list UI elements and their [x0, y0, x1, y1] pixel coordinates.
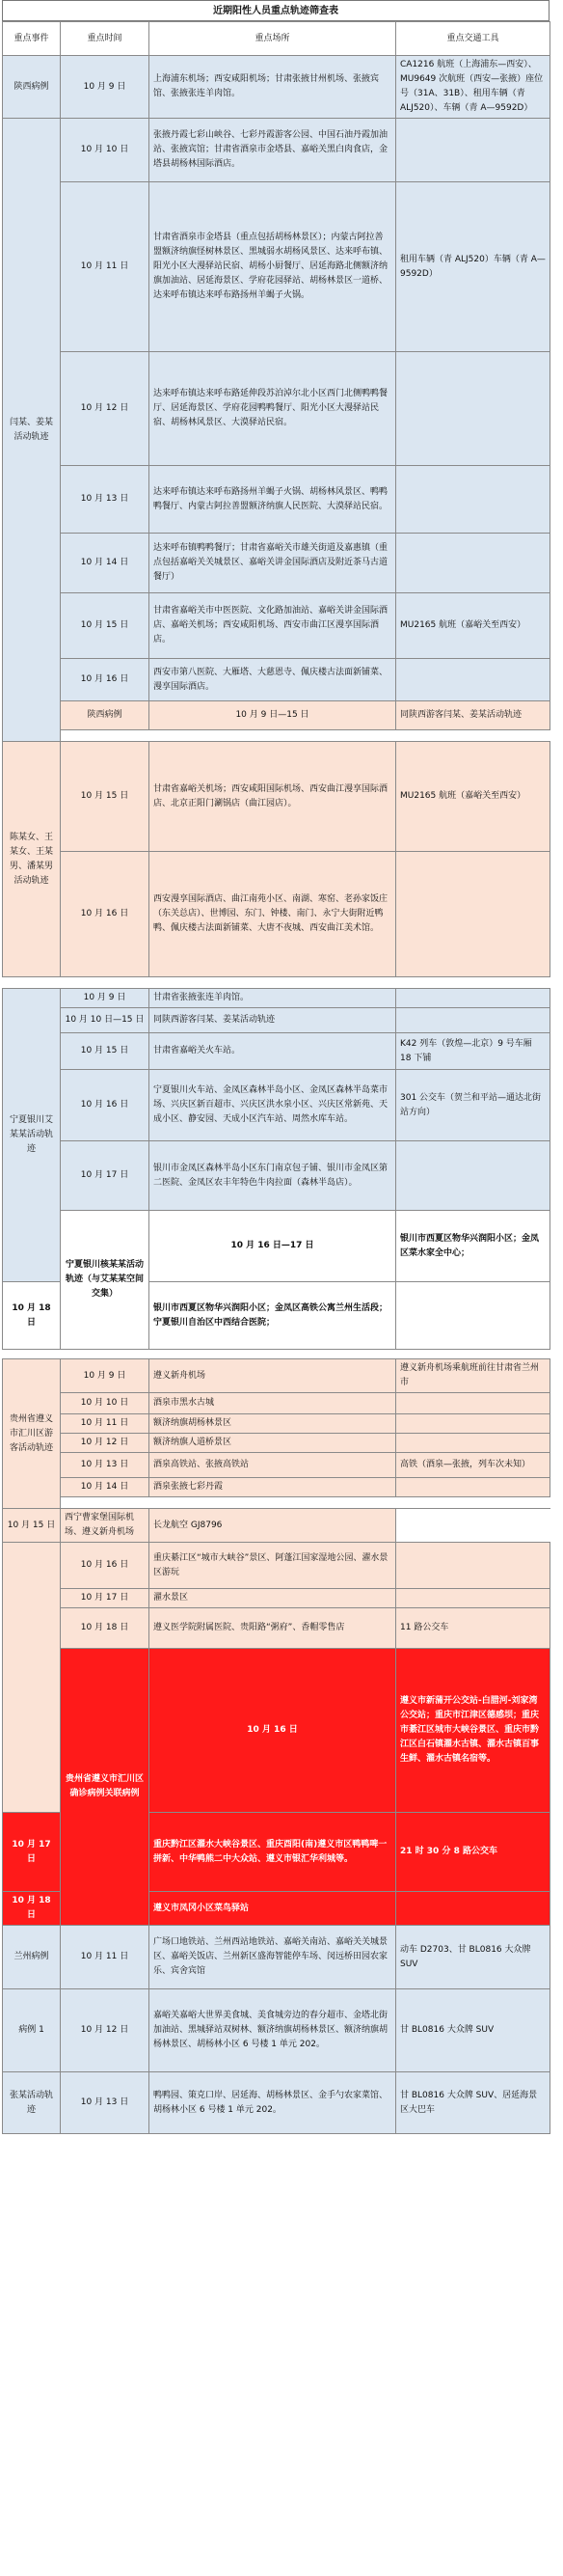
time-cell: 10 月 10 日 [61, 119, 149, 182]
event-cell: 张某活动轨迹 [3, 2072, 61, 2134]
place-cell: 达来呼布镇达来呼布路延伸段苏泊淖尔北小区西门北侧鸭鸭餐厅、居延海景区、学府花园鸭鸭餐厅、阳光小区大漫驿站民宿、胡杨林风景区、大漠驿站民宿。 [149, 352, 396, 466]
time-cell: 10 月 14 日 [61, 1478, 149, 1497]
time-cell: 10 月 13 日 [61, 466, 149, 534]
time-cell: 10 月 13 日 [61, 2072, 149, 2134]
table-row [3, 119, 550, 182]
place-cell: 甘肃省嘉峪关市中医医院、文化路加油站、嘉峪关讲金国际酒店、嘉峪关机场；西安咸阳机场、西安市曲江区漫享国际酒店。 [149, 593, 396, 659]
traffic-cell [396, 352, 550, 466]
place-cell: 遵义医学院附属医院、贵阳路“粥府”、香帽零售店 [149, 1608, 396, 1649]
time-cell: 10 月 16 日—17 日 [149, 1211, 396, 1282]
place-cell: 广场口地铁站、兰州西站地铁站、嘉峪关南站、嘉峪关关城景区、嘉峪关饭店、兰州新区盛海智能停车场、闵远桥田园农家乐、宾舍宾馆 [149, 1926, 396, 1989]
traffic-cell [396, 1589, 550, 1608]
traffic-cell [396, 1141, 550, 1211]
table-row [3, 56, 550, 119]
place-cell: 酒泉高铁站、张掖高铁站 [149, 1453, 396, 1478]
table-row [3, 659, 550, 701]
time-cell: 10 月 17 日 [61, 1589, 149, 1608]
place-cell: 甘肃省酒泉市金塔县（重点包括胡杨林景区）；内蒙古阿拉善盟额济纳旗怪树林景区、黑城弱水胡杨风景区、达来呼布镇、阳光小区大漫驿站民宿、胡杨小厨餐厅、居延海路北侧额济纳旗加油站、居延海景区、学府花园驿站、胡杨林景区一道桥、达来呼布镇达来呼布路扬州羊蝎子火锅。 [149, 182, 396, 352]
traffic-cell: 遵义新舟机场乘航班前往甘肃省兰州市 [396, 1359, 550, 1393]
place-cell: 遵义新舟机场 [149, 1359, 396, 1393]
place-cell: 甘肃省嘉峪关机场；西安咸阳国际机场、西安曲江漫享国际酒店、北京正阳门涮锅店（曲江园店）。 [149, 742, 396, 852]
table-row [3, 1926, 550, 1989]
table-row [3, 534, 550, 593]
traffic-cell: 租用车辆（青 ALJ520）车辆（青 A—9592D） [396, 182, 550, 352]
time-cell: 10 月 12 日 [61, 352, 149, 466]
traffic-cell: MU2165 航班（嘉峪关至西安） [396, 742, 550, 852]
header-place: 重点场所 [149, 22, 396, 56]
time-cell: 10 月 16 日 [61, 659, 149, 701]
time-cell: 10 月 16 日 [149, 1649, 396, 1813]
traffic-cell: 长龙航空 GJ8796 [149, 1509, 396, 1543]
header-row [3, 22, 550, 56]
time-cell: 10 月 9 日 [61, 56, 149, 119]
place-cell: 重庆綦江区“城市大峡谷”景区、阿蓬江国家湿地公园、濯水景区游玩 [149, 1543, 396, 1589]
traffic-cell [396, 1393, 550, 1414]
time-cell: 10 月 9 日—15 日 [149, 701, 396, 730]
time-cell: 10 月 18 日 [61, 1608, 149, 1649]
place-cell: 酒泉市黑水古城 [149, 1393, 396, 1414]
table-title: 近期阳性人员重点轨迹筛查表 [2, 0, 550, 21]
table-row [3, 1497, 550, 1509]
time-cell: 10 月 9 日 [61, 1359, 149, 1393]
traffic-cell: 甘 BL0816 大众牌 SUV、居延海景区大巴车 [396, 2072, 550, 2134]
trajectory-table [2, 21, 563, 2134]
traffic-cell: MU2165 航班（嘉峪关至西安） [396, 593, 550, 659]
event-cell: 宁夏银川核某某活动轨迹（与艾某某空间交集） [61, 1211, 149, 1350]
time-cell: 10 月 16 日 [61, 1543, 149, 1589]
place-cell: 同陕西游客闫某、姜某活动轨迹 [396, 701, 550, 730]
place-cell: 甘肃省张掖张连羊肉馆。 [149, 989, 396, 1008]
time-cell: 10 月 11 日 [61, 1926, 149, 1989]
table-row [3, 1478, 550, 1497]
time-cell: 10 月 17 日 [3, 1813, 61, 1892]
time-cell: 10 月 15 日 [3, 1509, 61, 1543]
table-row [3, 1393, 550, 1414]
header-time: 重点时间 [61, 22, 149, 56]
place-cell: 重庆黔江区濯水大峡谷景区、重庆酉阳(南)遵义市区鸭鸭啤一拼新、中华鸭熊二中大众站、遵义市银汇华利城等。 [149, 1813, 396, 1892]
event-cell: 宁夏银川艾某某活动轨迹 [3, 989, 61, 1282]
row-separator [61, 730, 550, 742]
traffic-cell [396, 852, 550, 977]
place-cell: 鸭鸭园、策克口岸、居延海、胡杨林景区、金手勺农家菜馆、胡杨林小区 6 号楼 1 单元 202。 [149, 2072, 396, 2134]
table-row [3, 989, 550, 1008]
place-cell: 张掖丹霞七彩山峡谷、七彩丹霞游客公园、中国石油丹霞加油站、张掖宾馆；甘肃省酒泉市金塔县、嘉峪关黑白肉食店，金塔县胡杨林国际酒店。 [149, 119, 396, 182]
event-cell: 贵州省遵义市汇川区游客活动轨迹 [3, 1359, 61, 1509]
place-cell: 银川市金凤区森林半岛小区东门南京包子铺、银川市金凤区第二医院、金凤区农丰年特色牛肉拉面（森林半岛店）。 [149, 1141, 396, 1211]
time-cell: 10 月 10 日 [61, 1393, 149, 1414]
table-row [3, 1453, 550, 1478]
place-cell: 宁夏银川火车站、金凤区森林半岛小区、金凤区森林半岛菜市场、兴庆区新百超市、兴庆区洪水泉小区、兴庆区常新苑、天成小区、静安园、天成小区汽车站、周然水库车站。 [149, 1070, 396, 1141]
place-cell: 达来呼布镇鸭鸭餐厅；甘肃省嘉峪关市雄关街道及嘉惠镇（重点包括嘉峪关关城景区、嘉峪关讲金国际酒店及附近茶马古道餐厅） [149, 534, 396, 593]
table-row [3, 466, 550, 534]
place-cell: 额济纳旗人道桥景区 [149, 1434, 396, 1453]
traffic-cell [396, 1282, 550, 1350]
traffic-cell [396, 1434, 550, 1453]
place-cell: 遵义市新蒲开公交站-白腊河-刘家湾公交站；重庆市江津区德感坝；重庆市綦江区城市大峡谷景区、重庆市黔江区白石镇濯水古镇、濯水古镇百事生鲜、濯水古镇名宿等。 [396, 1649, 550, 1813]
table-row [3, 1589, 550, 1608]
time-cell: 10 月 18 日 [3, 1892, 61, 1926]
event-cell: 闫某、姜某活动轨迹 [3, 119, 61, 742]
header-event: 重点事件 [3, 22, 61, 56]
table-row [3, 1509, 550, 1543]
table-row [3, 1359, 550, 1393]
row-separator [3, 1350, 550, 1359]
table-row [3, 701, 550, 730]
traffic-cell [396, 1008, 550, 1033]
traffic-cell: K42 列车（敦煌—北京）9 号车厢 18 下铺 [396, 1033, 550, 1070]
table-row [3, 1414, 550, 1434]
event-cell: 陕西病例 [61, 701, 149, 730]
event-cell: 陕西病例 [3, 56, 61, 119]
table-row [3, 1608, 550, 1649]
table-row [3, 352, 550, 466]
time-cell: 10 月 11 日 [61, 182, 149, 352]
traffic-cell: CA1216 航班（上海浦东—西安）、MU9649 次航班（西安—张掖）座位号（31A、31B）、租用车辆（青 ALJ520）、车辆（青 A—9592D） [396, 56, 550, 119]
place-cell: 嘉峪关嘉峪大世界美食城、美食城旁边的春分超市、金塔北街加油站、黑城驿站双树林、额济纳旗胡杨林景区、额济纳旗胡杨林景区、胡杨林小区 6 号楼 1 单元 202。 [149, 1989, 396, 2072]
table-row [3, 1989, 550, 2072]
table-row [3, 1350, 550, 1359]
header-traffic: 重点交通工具 [396, 22, 550, 56]
traffic-cell [396, 119, 550, 182]
place-cell: 西宁曹家堡国际机场、遵义新舟机场 [61, 1509, 149, 1543]
table-row [3, 593, 550, 659]
event-cell: 贵州省遵义市汇川区确诊病例关联病例 [61, 1649, 149, 1926]
place-cell: 西安漫享国际酒店、曲江南苑小区、南湖、寒窑、老孙家饭庄（东关总店）、世博园、东门、钟楼、南门、永宁大街附近鸭鸭、佩庆楼古法面新铺菜、大唐不夜城、西安曲江美术馆。 [149, 852, 396, 977]
traffic-cell [396, 1892, 550, 1926]
time-cell: 10 月 15 日 [61, 1033, 149, 1070]
table-row [3, 1434, 550, 1453]
time-cell: 10 月 12 日 [61, 1434, 149, 1453]
table-row [3, 1070, 550, 1141]
event-cell: 病例 1 [3, 1989, 61, 2072]
traffic-cell [396, 989, 550, 1008]
place-cell: 濯水景区 [149, 1589, 396, 1608]
traffic-cell: 高铁（酒泉—张掖，列车次未知） [396, 1453, 550, 1478]
place-cell: 酒泉张掖七彩丹霞 [149, 1478, 396, 1497]
place-cell: 西安市第八医院、大雁塔、大慈恩寺、佩庆楼古法面新铺菜、漫享国际酒店。 [149, 659, 396, 701]
table-row [3, 852, 550, 977]
traffic-cell [396, 466, 550, 534]
time-cell: 10 月 10 日—15 日 [61, 1008, 149, 1033]
table-row [3, 742, 550, 852]
table-row [3, 730, 550, 742]
row-separator [3, 977, 550, 989]
place-cell: 上海浦东机场；西安咸阳机场；甘肃张掖甘州机场、张掖宾馆、张掖张连羊肉馆。 [149, 56, 396, 119]
time-cell: 10 月 18 日 [3, 1282, 61, 1350]
place-cell: 银川市西夏区物华兴润阳小区；金凤区菜水家全中心； [396, 1211, 550, 1282]
time-cell: 10 月 16 日 [61, 1070, 149, 1141]
table-row [3, 1008, 550, 1033]
time-cell: 10 月 15 日 [61, 593, 149, 659]
table-body [3, 56, 563, 2134]
time-cell: 10 月 12 日 [61, 1989, 149, 2072]
traffic-cell [396, 534, 550, 593]
traffic-cell [396, 1478, 550, 1497]
event-cell: 兰州病例 [3, 1926, 61, 1989]
time-cell: 10 月 15 日 [61, 742, 149, 852]
place-cell: 额济纳旗胡杨林景区 [149, 1414, 396, 1434]
place-cell: 同陕西游客闫某、姜某活动轨迹 [149, 1008, 396, 1033]
traffic-cell: 21 时 30 分 8 路公交车 [396, 1813, 550, 1892]
place-cell: 甘肃省嘉峪关火车站。 [149, 1033, 396, 1070]
traffic-cell: 甘 BL0816 大众牌 SUV [396, 1989, 550, 2072]
traffic-cell [396, 1543, 550, 1589]
place-cell: 银川市西夏区物华兴润阳小区；金凤区高铁公寓兰州生活段；宁夏银川自治区中西结合医院； [149, 1282, 396, 1350]
table-row [3, 182, 550, 352]
traffic-cell: 11 路公交车 [396, 1608, 550, 1649]
traffic-cell [396, 1414, 550, 1434]
table-row: 贵州省遵义市汇川区确诊病例关联病例 10 月 16 日 遵义市新蒲开公交站-白腊河-刘家湾公交站；重庆市江津区德感坝；重庆市綦江区城市大峡谷景区、重庆市黔江区白石镇濯水古镇、濯水古镇百事生鲜、濯水古镇名宿等。 7 路公交车；康余大巴车 [3, 1649, 550, 1813]
time-cell: 10 月 17 日 [61, 1141, 149, 1211]
table-row [3, 1211, 550, 1282]
place-cell: 遵义市凤冈小区菜鸟驿站 [149, 1892, 396, 1926]
event-cell: 陈某女、王某女、王某男、潘某男活动轨迹 [3, 742, 61, 977]
time-cell: 10 月 16 日 [61, 852, 149, 977]
table-row [3, 977, 550, 989]
table-row [3, 2072, 550, 2134]
time-cell: 10 月 13 日 [61, 1453, 149, 1478]
time-cell: 10 月 11 日 [61, 1414, 149, 1434]
traffic-cell: 301 公交车（贺兰和平站—通达北街站方向） [396, 1070, 550, 1141]
row-separator [61, 1497, 550, 1509]
time-cell: 10 月 9 日 [61, 989, 149, 1008]
time-cell: 10 月 14 日 [61, 534, 149, 593]
table-row [3, 1543, 550, 1589]
traffic-cell: 动车 D2703、甘 BL0816 大众牌 SUV [396, 1926, 550, 1989]
table-row [3, 1033, 550, 1070]
traffic-cell [396, 659, 550, 701]
event-cell [3, 1543, 61, 1813]
table-row [3, 1141, 550, 1211]
place-cell: 达来呼布镇达来呼布路扬州羊蝎子火锅、胡杨林风景区、鸭鸭鸭餐厅、内蒙古阿拉善盟额济纳旗人民医院、大漠驿站民宿。 [149, 466, 396, 534]
